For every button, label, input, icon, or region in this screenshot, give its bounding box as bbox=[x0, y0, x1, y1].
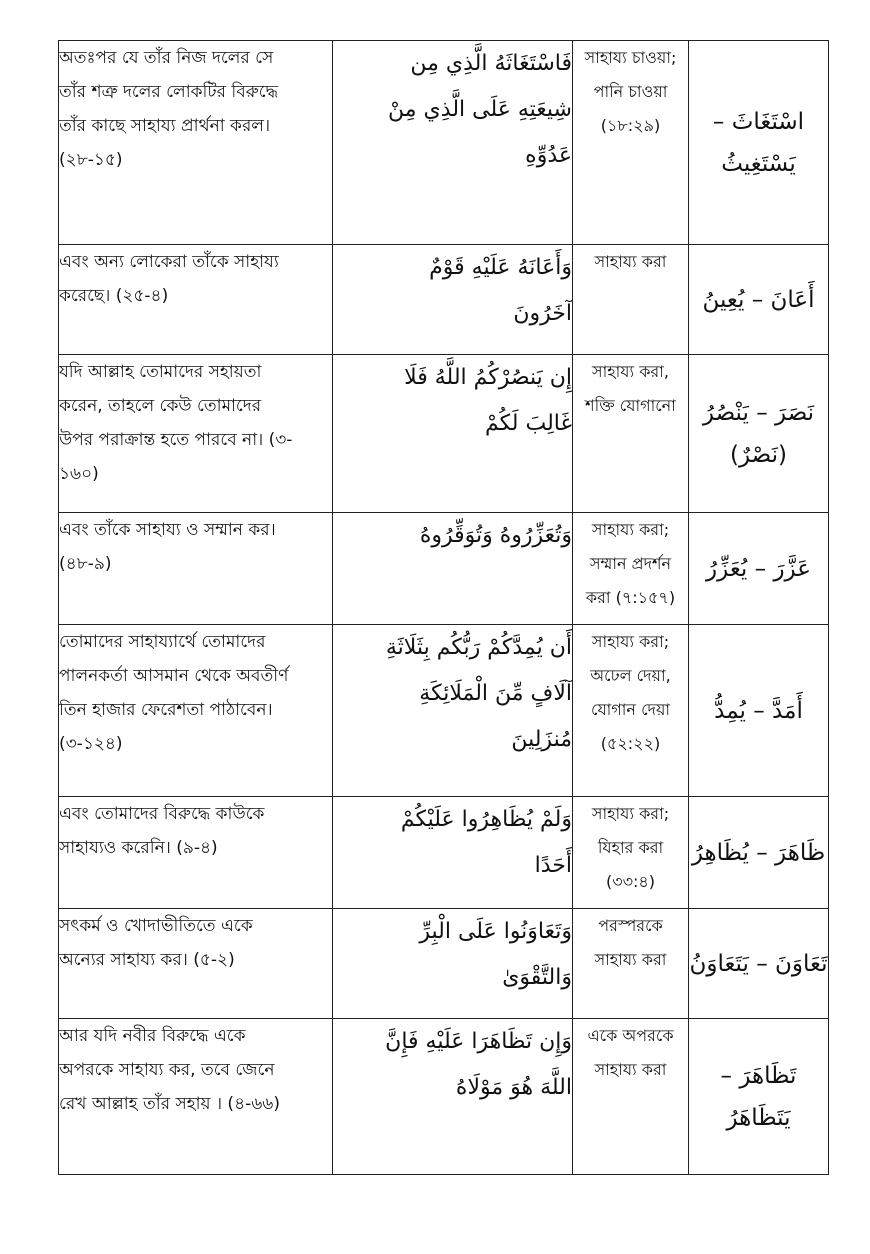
arabic-verse: وَأَعَانَهُ عَلَيْهِ قَوْمٌ آخَرُونَ bbox=[333, 245, 573, 355]
table-row bbox=[59, 1019, 829, 1175]
arabic-verse: وَلَمْ يُظَاهِرُوا عَلَيْكُمْ أَحَدًا bbox=[333, 797, 573, 909]
word-meaning: সাহায্য করা; সম্মান প্রদর্শন করা (৭:১৫৭) bbox=[573, 513, 689, 625]
bangla-translation: যদি আল্লাহ তোমাদের সহায়তা করেন, তাহলে কেউ তোমাদের উপর পরাক্রান্ত হতে পারবে না। (৩- ১৬০) bbox=[59, 355, 333, 513]
word-meaning: সাহায্য করা; যিহার করা (৩৩:৪) bbox=[573, 797, 689, 909]
arabic-verse: فَاسْتَغَاثَهُ الَّذِي مِن شِيعَتِهِ عَلَى الَّذِي مِنْ عَدُوِّهِ bbox=[333, 41, 573, 245]
arabic-word-form: ظَاهَرَ – يُظَاهِرُ bbox=[689, 797, 829, 909]
arabic-word-form: عَزَّرَ – يُعَزِّرُ bbox=[689, 513, 829, 625]
bangla-translation: এবং অন্য লোকেরা তাঁকে সাহায্য করেছে। (২৫-৪) bbox=[59, 245, 333, 355]
table-row bbox=[59, 355, 829, 513]
bangla-translation: তোমাদের সাহায্যার্থে তোমাদের পালনকর্তা আসমান থেকে অবতীর্ণ তিন হাজার ফেরেশতা পাঠাবেন। (৩-১২৪) bbox=[59, 625, 333, 797]
bangla-translation: অতঃপর যে তাঁর নিজ দলের সে তাঁর শত্রু দলের লোকটির বিরুদ্ধে তাঁর কাছে সাহায্য প্রার্থনা করল। (২৮-১৫) bbox=[59, 41, 333, 245]
arabic-word-form: أَمَدَّ – يُمِدُّ bbox=[689, 625, 829, 797]
arabic-verse: إِن يَنصُرْكُمُ اللَّهُ فَلَا غَالِبَ لَكُمْ bbox=[333, 355, 573, 513]
arabic-word-form: نَصَرَ – يَنْصُرُ (نَصْرٌ) bbox=[689, 355, 829, 513]
word-meaning: একে অপরকে সাহায্য করা bbox=[573, 1019, 689, 1175]
arabic-verse: وَإِن تَظَاهَرَا عَلَيْهِ فَإِنَّ اللَّهَ هُوَ مَوْلَاهُ bbox=[333, 1019, 573, 1175]
arabic-word-form: تَعَاوَنَ – يَتَعَاوَنُ bbox=[689, 909, 829, 1019]
bangla-translation: এবং তাঁকে সাহায্য ও সম্মান কর। (৪৮-৯) bbox=[59, 513, 333, 625]
arabic-word-form: أَعَانَ – يُعِينُ bbox=[689, 245, 829, 355]
table-row bbox=[59, 245, 829, 355]
word-meaning: সাহায্য চাওয়া; পানি চাওয়া (১৮:২৯) bbox=[573, 41, 689, 245]
bangla-translation: সৎকর্ম ও খোদাভীতিতে একে অন্যের সাহায্য কর। (৫-২) bbox=[59, 909, 333, 1019]
arabic-word-form: اسْتَغَاثَ – يَسْتَغِيثُ bbox=[689, 41, 829, 245]
table-row bbox=[59, 909, 829, 1019]
word-meaning: পরস্পরকে সাহায্য করা bbox=[573, 909, 689, 1019]
table-row bbox=[59, 797, 829, 909]
bangla-translation: আর যদি নবীর বিরুদ্ধে একে অপরকে সাহায্য কর, তবে জেনে রেখ আল্লাহ তাঁর সহায় । (৪-৬৬) bbox=[59, 1019, 333, 1175]
word-meaning: সাহায্য করা; অঢেল দেয়া, যোগান দেয়া (৫২:২২) bbox=[573, 625, 689, 797]
arabic-verse: وَتَعَاوَنُوا عَلَى الْبِرِّ وَالتَّقْوَىٰ bbox=[333, 909, 573, 1019]
word-meaning: সাহায্য করা, শক্তি যোগানো bbox=[573, 355, 689, 513]
table-row bbox=[59, 41, 829, 245]
vocabulary-table bbox=[58, 40, 829, 1175]
arabic-verse: أَن يُمِدَّكُمْ رَبُّكُم بِثَلَاثَةِ آلَافٍ مِّنَ الْمَلَائِكَةِ مُنزَلِينَ bbox=[333, 625, 573, 797]
arabic-verse: وَتُعَزِّرُوهُ وَتُوَقِّرُوهُ bbox=[333, 513, 573, 625]
arabic-word-form: تَظَاهَرَ – يَتَظَاهَرُ bbox=[689, 1019, 829, 1175]
table-row bbox=[59, 625, 829, 797]
bangla-translation: এবং তোমাদের বিরুদ্ধে কাউকে সাহায্যও করেনি। (৯-৪) bbox=[59, 797, 333, 909]
table-row bbox=[59, 513, 829, 625]
word-meaning: সাহায্য করা bbox=[573, 245, 689, 355]
